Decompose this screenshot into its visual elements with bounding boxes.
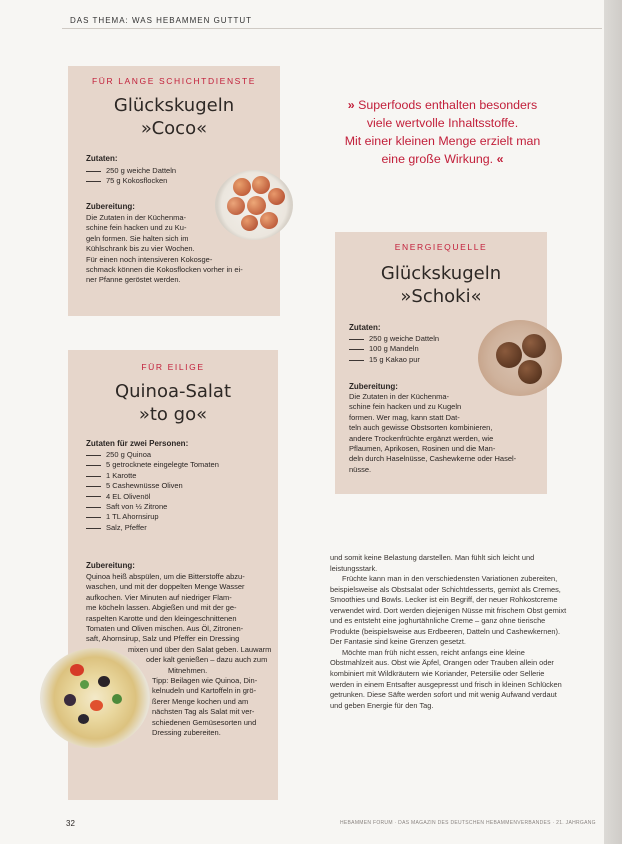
quote-line: Superfoods enthalten besonders (358, 98, 538, 112)
header-rule (62, 28, 602, 29)
ingredient-item: 1 Karotte (86, 471, 219, 481)
ingredients-label: Zutaten: (349, 323, 381, 332)
recipe-title (68, 380, 278, 426)
pull-quote (320, 96, 565, 168)
prep-text: Die Zutaten in der Küchenma- schine fein hacken und zu Kugeln formen. Wer mag, kann statt Dat- teln auch gewisse Obstsorten kombinieren, andere Trockenfrüchte ergänzt werden, wie Pflaumen, Aprikosen, Rosinen und die Man- deln durch Haselnüsse, Cashewkerne oder Hasel- nüsse. (349, 392, 517, 474)
quote-line: Mit einer kleinen Menge erzielt man (344, 134, 541, 148)
ingredient-item: 250 g Quinoa (86, 450, 219, 460)
quote-open-mark: » (347, 98, 355, 112)
body-paragraph: Möchte man früh nicht essen, reicht anfangs eine kleine Obstmahlzeit aus. Obst wie Äpfel, Orangen oder Trauben allein oder kombiniert mit Wildkräutern wie Koriander, Petersilie oder Sellerie werden in einem Entsafter ausgepresst und frisch in kleinen Schlücken getrunken. Diese Säfte werden sofort und mit wenig Aufwand verdaut und geben Energie für den Tag. (330, 647, 562, 710)
quote-line: eine große Wirkung. (381, 152, 494, 166)
ingredients-label: Zutaten: (86, 154, 118, 163)
ingredient-item: Saft von ½ Zitrone (86, 502, 219, 512)
prep-label: Zubereitung: (86, 202, 135, 211)
ingredient-item: 5 Cashewnüsse Oliven (86, 481, 219, 491)
recipe-tag: FÜR EILIGE (141, 362, 205, 372)
ingredients-list (86, 166, 176, 187)
recipe-tag: FÜR LANGE SCHICHTDIENSTE (91, 76, 257, 86)
ingredient-item: 5 getrocknete eingelegte Tomaten (86, 460, 219, 470)
body-paragraph: und somit keine Belastung darstellen. Man fühlt sich leicht und leistungsstark. (330, 553, 535, 573)
page-number: 32 (66, 819, 75, 828)
recipe-title (335, 262, 547, 308)
ingredients-list (86, 450, 219, 533)
recipe-title-line2: »Coco« (140, 118, 208, 139)
prep-text: Die Zutaten in der Küchenma- schine fein hacken und zu Ku- geln formen. Sie halten sich im Kühlschrank bis zu vier Wochen. Für einen noch intensiveren Kokosge- schmack können die Kokosflocken vorher in ei- ner Pfanne geröstet werden. (86, 213, 243, 285)
ingredient-item: 4 EL Olivenöl (86, 492, 219, 502)
recipe-title-line2: »Schoki« (400, 286, 482, 307)
running-header: DAS THEMA: WAS HEBAMMEN GUTTUT (70, 16, 253, 25)
ingredients-label: Zutaten für zwei Personen: (86, 439, 189, 448)
recipe-title-line1: Glückskugeln (380, 263, 502, 284)
footer-credit: HEBAMMEN FORUM · DAS MAGAZIN DES DEUTSCHEN HEBAMMENVERBANDES · 21. JAHRGANG (340, 820, 596, 826)
schoki-balls-photo (478, 320, 562, 396)
page-spine (604, 0, 622, 844)
ingredient-item: 100 g Mandeln (349, 344, 439, 354)
recipe-title-line1: Quinoa-Salat (114, 381, 232, 402)
ingredient-item: 75 g Kokosflocken (86, 176, 176, 186)
quote-line: viele wertvolle Inhaltsstoffe. (366, 116, 519, 130)
recipe-title (68, 94, 280, 140)
recipe-title-line1: Glückskugeln (113, 95, 235, 116)
ingredients-list (349, 334, 439, 365)
tip-text: Tipp: Beilagen wie Quinoa, Din- kelnudeln und Kartoffeln in grö- ßerer Menge kochen und am nächsten Tag als Salat mit ver- schiedenen Gemüsesorten und Dressing zubereiten. (152, 676, 258, 738)
prep-label: Zubereitung: (349, 382, 398, 391)
article-body (330, 553, 568, 711)
prep-text: Quinoa heiß abspülen, um die Bitterstoffe abzu- waschen, und mit der doppelten Menge Wasser aufkochen. Vier Minuten auf niedriger Flam- me köcheln lassen. Abgießen und mit der ge- raspelten Karotte und den kleingeschnittenen Tomaten und Oliven mischen. Aus Öl, Zitronen- saft, Ahornsirup, Salz und Pfeffer ein Dressing mixen und über den Salat geben. Lauwarm oder kalt genießen – dazu auch zum Mitnehmen. (86, 572, 272, 675)
coco-balls-photo (215, 170, 293, 240)
prep-label: Zubereitung: (86, 561, 135, 570)
ingredient-item: 250 g weiche Datteln (86, 166, 176, 176)
body-paragraph: Früchte kann man in den verschiedensten Variationen zubereiten, beispielsweise als Obstsalat oder Schichtdesserts, gemixt als Cremes, Smoothies und Bowls. Lecker ist ein Begriff, der neuer Rohkostcreme verwendet wird. Dort werden diejenigen Nüsse mit frischem Obst gemixt und es entsteht eine joghurtähnliche Creme – ganz ohne tierische Produkte (beispielsweise aus Erdbeeren, Datteln und Cashewkernen). Der Fantasie sind keine Grenzen gesetzt. (330, 574, 567, 647)
ingredient-item: 1 TL Ahornsirup (86, 512, 219, 522)
ingredient-item: Salz, Pfeffer (86, 523, 219, 533)
recipe-tag: ENERGIEQUELLE (394, 242, 488, 252)
ingredient-item: 15 g Kakao pur (349, 355, 439, 365)
recipe-title-line2: »to go« (138, 404, 208, 425)
quote-close-mark: « (496, 152, 504, 166)
ingredient-item: 250 g weiche Datteln (349, 334, 439, 344)
quinoa-salad-photo (40, 648, 150, 748)
